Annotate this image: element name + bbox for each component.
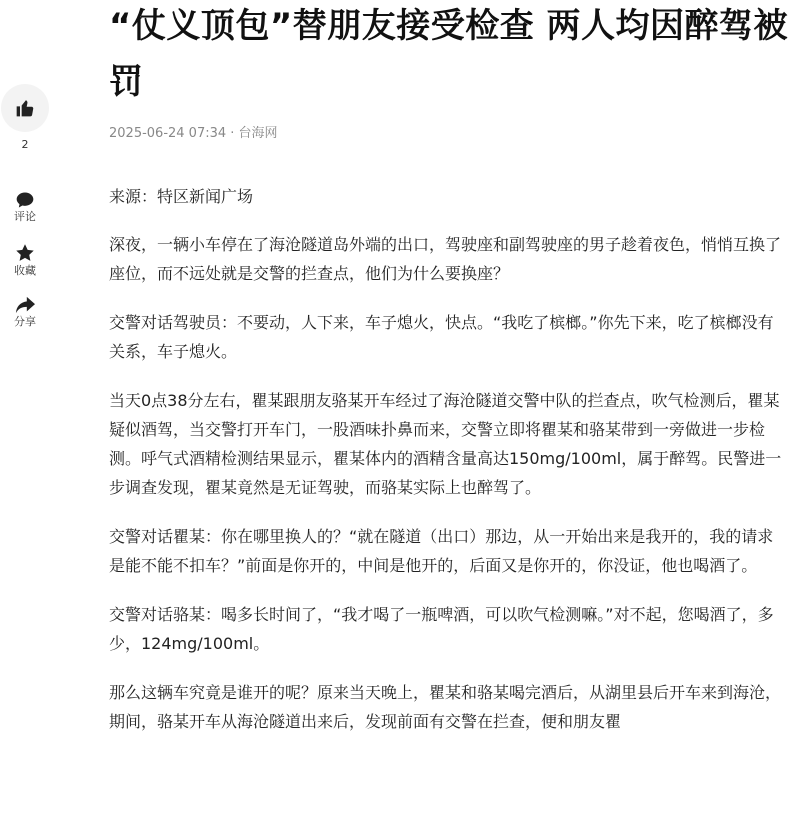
- favorite-button[interactable]: [0, 242, 50, 278]
- star-icon: [14, 242, 36, 264]
- comment-label: 评论: [14, 210, 36, 223]
- article-meta: 2025-06-24 07:34 · 台海网: [109, 126, 278, 141]
- article-title: “仗义顶包”替朋友接受检查 两人均因醉驾被罚: [109, 6, 789, 102]
- thumbs-up-icon: [15, 98, 35, 118]
- comment-icon: [15, 190, 35, 210]
- like-count: 2: [21, 138, 29, 151]
- share-icon: [14, 295, 36, 315]
- article: [109, 0, 799, 756]
- comment-button[interactable]: [0, 190, 50, 224]
- paragraph: 交警对话骆某：喝多长时间了，“我才喝了一瓶啤酒，可以吹气检测嘛。”对不起，您喝酒了，多少，124mg/100ml。: [109, 605, 774, 653]
- like-button[interactable]: [0, 84, 50, 152]
- paragraph: 当天0点38分左右，瞿某跟朋友骆某开车经过了海沧隧道交警中队的拦查点，吹气检测后，瞿某疑似酒驾，当交警打开车门，一股酒味扑鼻而来，交警立即将瞿某和骆某带到一旁做进一步检测。呼气式酒精检测结果显示，瞿某体内的酒精含量高达150mg/100ml，属于醉驾。民警进一步调查发现，瞿某竟然是无证驾驶，而骆某实际上也醉驾了。: [109, 391, 782, 497]
- article-body: [109, 182, 799, 736]
- share-label: 分享: [14, 315, 36, 328]
- paragraph: 来源：特区新闻广场: [109, 187, 254, 206]
- share-button[interactable]: [0, 295, 50, 329]
- paragraph: 那么这辆车究竟是谁开的呢？原来当天晚上，瞿某和骆某喝完酒后，从湖里县后开车来到海沧，期间，骆某开车从海沧隧道出来后，发现前面有交警在拦查，便和朋友瞿: [109, 683, 782, 731]
- favorite-label: 收藏: [14, 264, 36, 277]
- paragraph: 深夜，一辆小车停在了海沧隧道岛外端的出口，驾驶座和副驾驶座的男子趁着夜色，悄悄互换了座位，而不远处就是交警的拦查点，他们为什么要换座？: [109, 235, 782, 283]
- paragraph: 交警对话驾驶员：不要动，人下来，车子熄火，快点。“我吃了槟榔。”你先下来，吃了槟榔没有关系，车子熄火。: [109, 313, 774, 361]
- action-rail: [0, 84, 50, 329]
- paragraph: 交警对话瞿某：你在哪里换人的？“就在隧道（出口）那边，从一开始出来是我开的，我的请求是能不能不扣车？”前面是你开的，中间是他开的，后面又是你开的，你没证，他也喝酒了。: [109, 527, 774, 575]
- like-circle[interactable]: [1, 84, 49, 132]
